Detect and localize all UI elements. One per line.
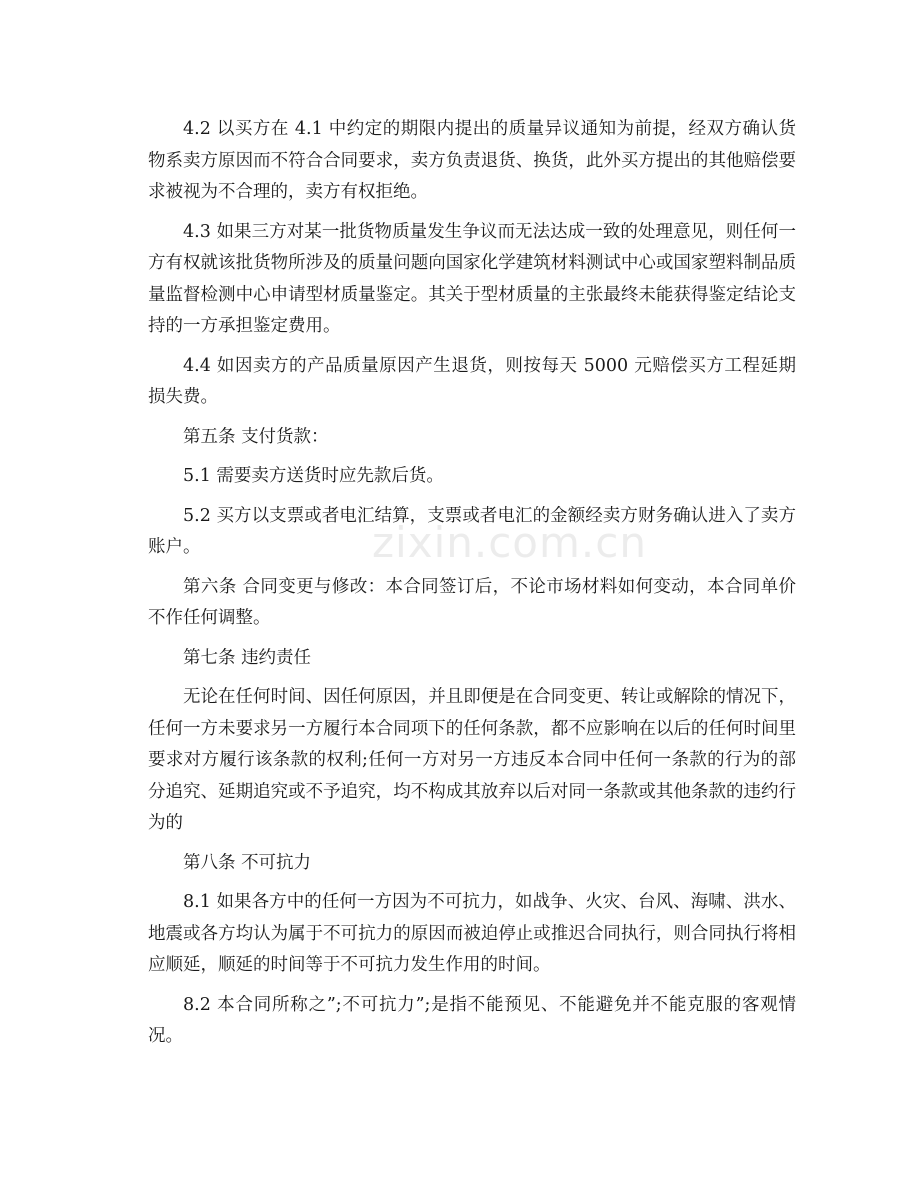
paragraph-8-2: 8.2 本合同所称之”;不可抗力”;是指不能预见、不能避免并不能克服的客观情况。 [148,994,796,1046]
paragraph-5-1: 5.1 需要卖方送货时应先款后货。 [183,466,444,486]
paragraph-5-2: 5.2 买方以支票或者电汇结算，支票或者电汇的金额经卖方财务确认进入了卖方账户。 [148,505,796,557]
heading-article-7: 第七条 违约责任 [183,647,312,668]
paragraph-8-1: 8.1 如果各方中的任何一方因为不可抗力，如战争、火灾、台风、海啸、洪水、地震或各方均认为属于不可抗力的原因而被迫停止或推迟合同执行，则合同执行将相应顺延，顺延的时间等于不可抗力发生作用的时间。 [148,892,796,975]
paragraph-4-4: 4.4 如因卖方的产品质量原因产生退货，则按每天 5000 元赔偿买方工程延期损失费。 [148,355,796,407]
paragraph-4-3: 4.3 如果三方对某一批货物质量发生争议而无法达成一致的处理意见，则任何一方有权就该批货物所涉及的质量问题向国家化学建筑材料测试中心或国家塑料制品质量监督检测中心申请型材质量鉴定。其关于型材质量的主张最终未能获得鉴定结论支持的一方承担鉴定费用。 [148,221,796,336]
paragraph-article-6: 第六条 合同变更与修改：本合同签订后，不论市场材料如何变动，本合同单价不作任何调整。 [148,576,796,628]
paragraph-article-7-body: 无论在任何时间、因任何原因，并且即便是在合同变更、转让或解除的情况下，任何一方未要求另一方履行本合同项下的任何条款，都不应影响在以后的任何时间里要求对方履行该条款的权利;任何一方对另一方违反本合同中任何一条款的行为的部分追究、延期追究或不予追究，均不构成其放弃以后对同一条款或其他条款的违约行为的 [148,687,796,833]
watermark: zixin.com.cn [372,518,647,567]
heading-article-5: 第五条 支付货款： [183,426,329,447]
document-body [148,114,796,1061]
paragraph-4-2: 4.2 以买方在 4.1 中约定的期限内提出的质量异议通知为前提，经双方确认货物系卖方原因而不符合合同要求，卖方负责退货、换货，此外买方提出的其他赔偿要求被视为不合理的，卖方有权拒绝。 [148,119,796,202]
heading-article-8: 第八条 不可抗力 [183,852,312,873]
